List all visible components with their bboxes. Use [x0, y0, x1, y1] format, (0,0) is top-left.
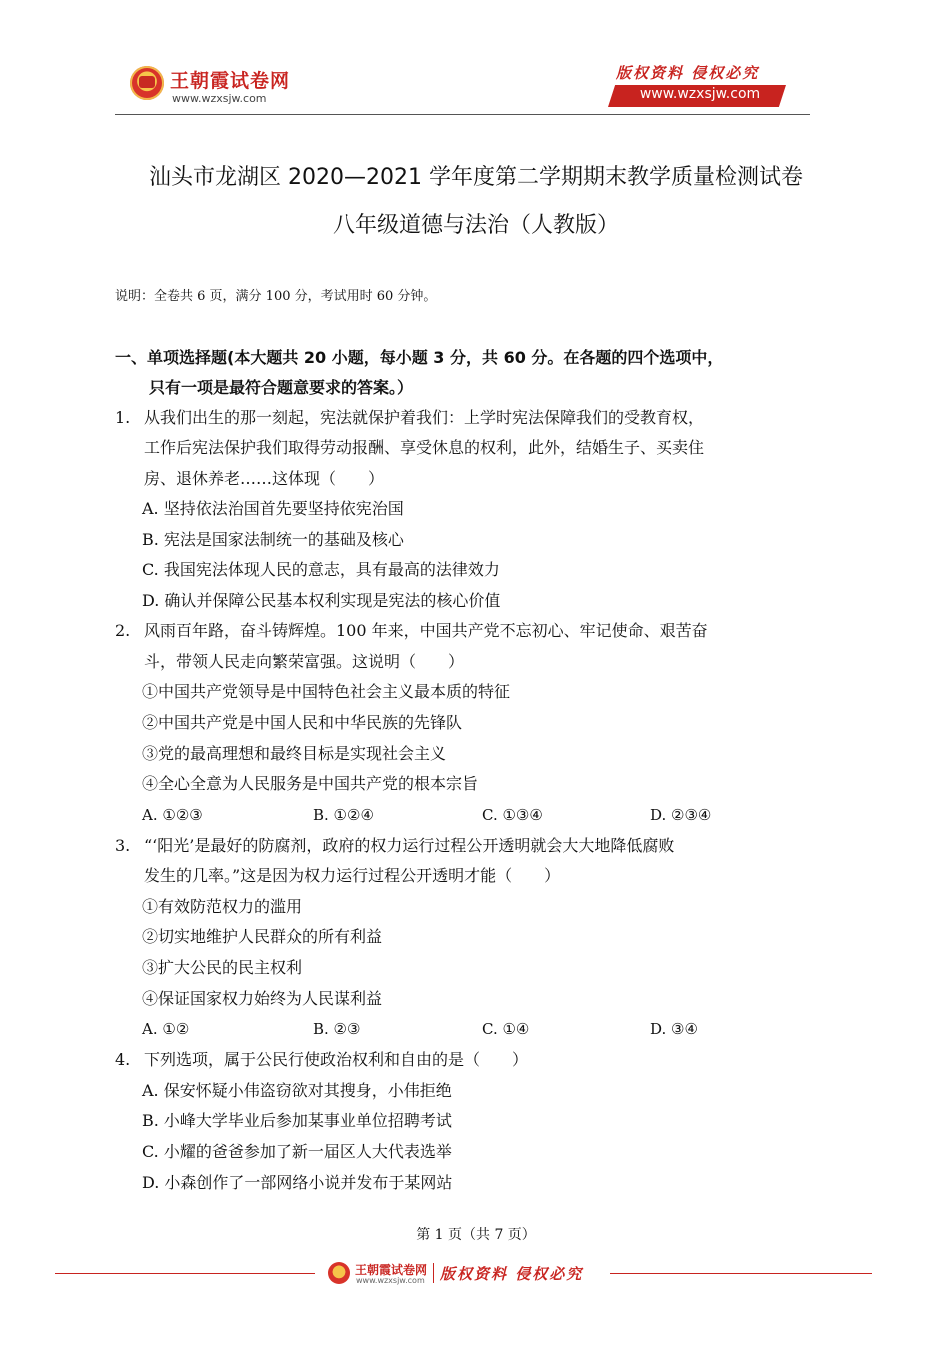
question-text-line: 斗，带领人民走向繁荣富强。这说明（ ）: [144, 652, 465, 671]
choice-b: B. ②③: [313, 1020, 361, 1038]
footer-separator: [433, 1263, 434, 1283]
exam-subtitle: 八年级道德与法治（人教版）: [332, 213, 619, 238]
exam-instructions: 说明：全卷共 6 页，满分 100 分，考试用时 60 分钟。: [115, 289, 437, 304]
statement: ②中国共产党是中国人民和中华民族的先锋队: [142, 713, 463, 732]
answer-option: C. 我国宪法体现人民的意志，具有最高的法律效力: [142, 560, 500, 579]
question-text-line: 发生的几率。”这是因为权力运行过程公开透明才能（ ）: [144, 866, 561, 885]
statement: ④保证国家权力始终为人民谋利益: [142, 989, 383, 1008]
question-text-line: 下列选项，属于公民行使政治权利和自由的是（ ）: [144, 1050, 529, 1069]
statement: ③党的最高理想和最终目标是实现社会主义: [142, 744, 447, 763]
page-number: 第 1 页（共 7 页）: [416, 1227, 536, 1243]
choice-d: D. ②③④: [650, 806, 712, 824]
answer-option: A. 保安怀疑小伟盗窃欲对其搜身，小伟拒绝: [142, 1081, 452, 1100]
choice-d: D. ③④: [650, 1020, 698, 1038]
question-number: 2.: [115, 621, 131, 640]
question-text-line: 房、退休养老……这体现（ ）: [144, 469, 385, 488]
footer-brand-name: 王朝霞试卷网: [355, 1263, 428, 1277]
answer-option: B. 宪法是国家法制统一的基础及核心: [142, 530, 404, 549]
brand-name: 王朝霞试卷网: [170, 70, 291, 92]
footer-divider-right: [610, 1273, 872, 1274]
statement: ②切实地维护人民群众的所有利益: [142, 927, 383, 946]
url-banner-text[interactable]: www.wzxsjw.com: [639, 86, 761, 102]
footer-copyright: 版权资料 侵权必究: [440, 1265, 584, 1283]
answer-option: A. 坚持依法治国首先要坚持依宪治国: [142, 499, 404, 518]
section-heading-line1: 一、单项选择题(本大题共 20 小题，每小题 3 分，共 60 分。在各题的四个选项中，: [115, 348, 724, 367]
choice-c: C. ①④: [482, 1020, 530, 1038]
footer-divider-left: [55, 1273, 315, 1274]
exam-title: 汕头市龙湖区 2020—2021 学年度第二学期期末教学质量检测试卷: [149, 165, 803, 190]
question-text-line: 工作后宪法保护我们取得劳动报酬、享受休息的权利，此外，结婚生子、买卖住: [144, 438, 705, 457]
choice-c: C. ①③④: [482, 806, 543, 824]
choice-a: A. ①②③: [142, 806, 203, 824]
question-text-line: “‘阳光’是最好的防腐剂，政府的权力运行过程公开透明就会大大地降低腐败: [144, 836, 675, 855]
brand-url[interactable]: www.wzxsjw.com: [172, 92, 267, 105]
question-text-line: 从我们出生的那一刻起，宪法就保护着我们：上学时宪法保障我们的受教育权，: [144, 408, 705, 427]
answer-option: D. 确认并保障公民基本权利实现是宪法的核心价值: [142, 591, 501, 610]
footer-logo-icon: [328, 1262, 350, 1284]
statement: ①有效防范权力的滥用: [142, 897, 303, 916]
footer-brand-url[interactable]: www.wzxsjw.com: [356, 1276, 425, 1285]
choice-a: A. ①②: [142, 1020, 190, 1038]
statement: ①中国共产党领导是中国特色社会主义最本质的特征: [142, 682, 511, 701]
answer-option: B. 小峰大学毕业后参加某事业单位招聘考试: [142, 1111, 452, 1130]
question-number: 4.: [115, 1050, 131, 1069]
question-text-line: 风雨百年路，奋斗铸辉煌。100 年来，中国共产党不忘初心、牢记使命、艰苦奋: [144, 621, 708, 640]
question-number: 3.: [115, 836, 131, 855]
answer-option: C. 小耀的爸爸参加了新一届区人大代表选举: [142, 1142, 452, 1161]
section-heading-line2: 只有一项是最符合题意要求的答案。）: [149, 378, 414, 397]
choice-b: B. ①②④: [313, 806, 374, 824]
statement: ④全心全意为人民服务是中国共产党的根本宗旨: [142, 774, 479, 793]
copyright-notice: 版权资料 侵权必究: [616, 64, 760, 82]
section-heading: [115, 343, 835, 403]
statement: ③扩大公民的民主权利: [142, 958, 303, 977]
header-divider: [115, 114, 810, 115]
brand-logo-icon: [130, 66, 164, 100]
question-number: 1.: [115, 408, 131, 427]
answer-option: D. 小森创作了一部网络小说并发布于某网站: [142, 1173, 453, 1192]
